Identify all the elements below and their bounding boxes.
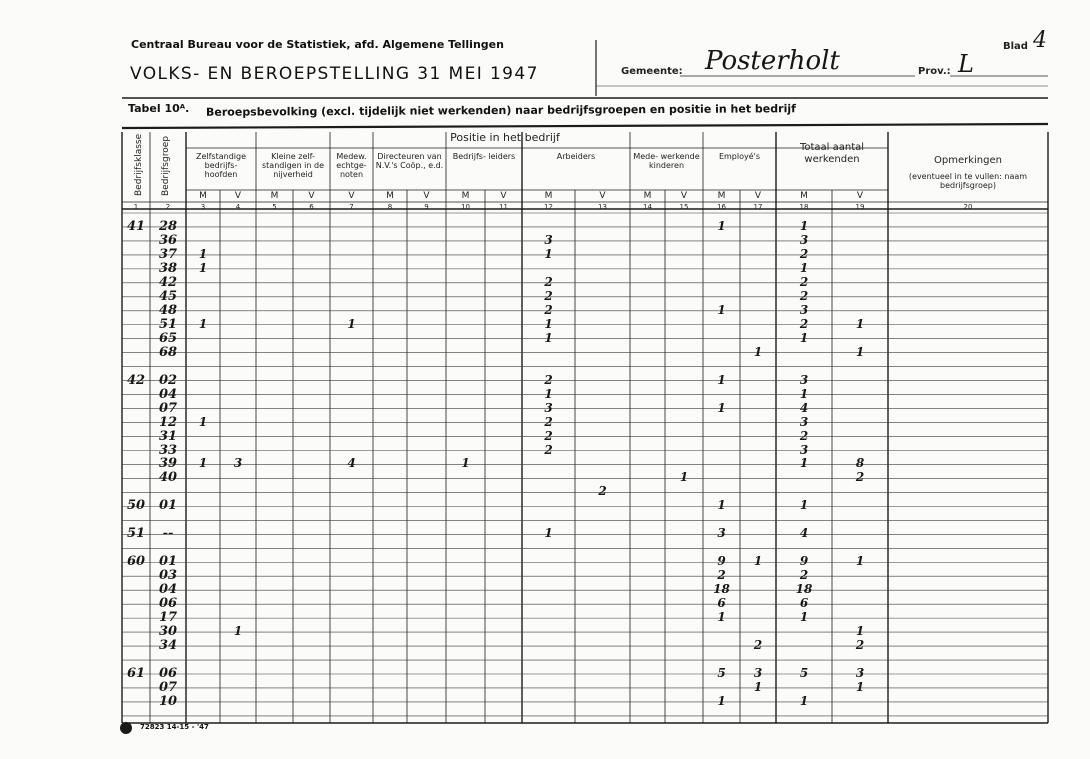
value-cell: 6: [799, 596, 809, 611]
value-cell: 1: [799, 456, 809, 471]
value-cell: 1: [799, 498, 809, 513]
value-cell: 1: [855, 344, 865, 359]
sub-header: V: [680, 191, 688, 201]
sub-header: M: [270, 191, 279, 201]
value-cell: 1: [544, 330, 553, 345]
organization-line: Centraal Bureau voor de Statistiek, afd. Algemene Tellingen: [131, 38, 504, 51]
value-cell: 4: [347, 456, 356, 471]
value-cell: 2: [544, 372, 553, 387]
sub-header: V: [348, 191, 355, 201]
column-number: 1: [133, 203, 139, 211]
sub-header: V: [754, 191, 762, 201]
column-number: 18: [799, 203, 809, 211]
value-cell: 2: [544, 442, 553, 457]
value-cell: 1: [198, 456, 208, 471]
form-title: VOLKS- EN BEROEPSTELLING 31 MEI 1947: [130, 64, 539, 84]
value-cell: 2: [799, 288, 809, 303]
groep-cell: 40: [158, 470, 178, 486]
value-cell: 1: [799, 219, 809, 233]
sub-header: M: [643, 191, 652, 201]
table-description: Beroepsbevolking (excl. tijdelijk niet werkenden) naar bedrijfsgroepen en positie in het bedrijf: [205, 102, 796, 119]
value-cell: 3: [799, 414, 809, 429]
sub-header: V: [308, 191, 315, 201]
value-cell: 2: [544, 428, 553, 443]
column-number: 13: [598, 203, 607, 211]
value-cell: 1: [544, 526, 553, 541]
value-cell: 3: [855, 666, 865, 681]
value-cell: 1: [855, 316, 865, 331]
groep-cell: 65: [158, 330, 178, 346]
sub-header: M: [800, 191, 808, 201]
value-cell: 2: [799, 246, 809, 261]
groep-cell: 17: [158, 610, 178, 626]
groep-cell: 06: [158, 666, 178, 682]
value-cell: 1: [753, 344, 763, 359]
groep-cell: 31: [158, 428, 178, 444]
bedrijfsgroep-header: Bedrijfsgroep: [161, 136, 171, 196]
groep-cell: 04: [158, 386, 178, 402]
value-cell: 2: [855, 470, 865, 485]
groep-cell: 68: [158, 344, 178, 360]
prov-value: L: [958, 50, 974, 78]
value-cell: 1: [461, 456, 470, 471]
value-cell: 1: [717, 610, 726, 625]
value-cell: 2: [799, 316, 809, 331]
value-cell: 1: [753, 680, 763, 694]
value-cell: 1: [717, 219, 726, 233]
value-cell: 1: [544, 246, 553, 261]
group-header: Medew. echtge- noten: [336, 152, 367, 179]
groep-cell: 01: [158, 554, 178, 570]
column-number: 10: [461, 203, 470, 211]
value-cell: 3: [799, 442, 809, 457]
column-number: 5: [272, 203, 277, 211]
value-cell: 1: [347, 316, 356, 331]
klasse-cell: 50: [126, 498, 146, 514]
column-number: 20: [963, 203, 973, 211]
groep-cell: 37: [158, 246, 178, 262]
sub-header: M: [544, 191, 553, 201]
groep-cell: 45: [158, 288, 178, 304]
value-cell: 3: [799, 232, 809, 247]
sub-header: M: [199, 191, 207, 201]
value-cell: 3: [544, 232, 553, 247]
group-header: Bedrijfs- leiders: [452, 152, 516, 161]
value-cell: 1: [717, 498, 726, 513]
value-cell: 2: [717, 568, 726, 583]
value-cell: 18: [795, 582, 813, 597]
group-header: Arbeiders: [556, 152, 596, 161]
gemeente-value: Posterholt: [705, 46, 840, 76]
group-header: Opmerkingen: [934, 155, 1002, 166]
group-header: Directeuren van N.V.'s Coöp., e.d.: [375, 152, 444, 170]
value-cell: 3: [753, 666, 763, 681]
sub-header: V: [234, 191, 242, 201]
groep-cell: 48: [158, 302, 178, 318]
sub-header: V: [856, 191, 864, 201]
value-cell: 2: [544, 302, 553, 317]
value-cell: 1: [799, 330, 809, 345]
value-cell: 9: [717, 554, 726, 569]
sub-header: M: [386, 191, 394, 201]
groep-cell: 01: [158, 498, 178, 514]
value-cell: 4: [799, 400, 809, 415]
value-cell: 2: [544, 414, 553, 429]
value-cell: 1: [855, 680, 865, 694]
groep-cell: 30: [158, 624, 178, 640]
column-number: 16: [717, 203, 726, 211]
groep-cell: 06: [158, 596, 178, 612]
positie-header: Positie in het bedrijf: [450, 131, 560, 144]
value-cell: 1: [198, 260, 208, 275]
groep-cell: 03: [158, 568, 178, 584]
blad-value: 4: [1033, 28, 1047, 53]
groep-cell: 34: [158, 638, 178, 654]
value-cell: 6: [717, 596, 726, 611]
value-cell: 1: [799, 610, 809, 625]
groep-cell: 36: [158, 232, 178, 248]
value-cell: 8: [855, 456, 865, 471]
value-cell: 1: [753, 554, 763, 569]
value-cell: 2: [799, 428, 809, 443]
value-cell: 1: [717, 302, 726, 317]
groep-cell: 38: [158, 260, 178, 276]
value-cell: 2: [799, 274, 809, 289]
value-cell: 1: [544, 316, 553, 331]
column-number: 2: [165, 203, 171, 211]
sub-header: V: [423, 191, 430, 201]
value-cell: 9: [799, 554, 809, 569]
groep-cell: 33: [158, 442, 178, 458]
column-number: 17: [753, 203, 763, 211]
column-number: 6: [309, 203, 314, 211]
groep-cell: 07: [158, 680, 178, 695]
value-cell: 1: [544, 386, 553, 401]
column-number: 8: [387, 203, 393, 211]
sub-header: V: [599, 191, 606, 201]
prov-label: Prov.:: [918, 66, 951, 77]
sub-header: V: [500, 191, 507, 201]
groep-cell: 28: [158, 219, 178, 234]
value-cell: 2: [598, 484, 607, 499]
column-number: 3: [200, 203, 206, 211]
value-cell: 3: [717, 526, 726, 541]
value-cell: 1: [799, 260, 809, 275]
groep-cell: 04: [158, 582, 178, 598]
value-cell: 1: [717, 372, 726, 387]
gemeente-label: Gemeente:: [621, 66, 683, 77]
column-number: 12: [544, 203, 553, 211]
value-cell: 3: [233, 456, 243, 471]
value-cell: 1: [855, 554, 865, 569]
value-cell: 2: [544, 274, 553, 289]
blad-label: Blad: [1003, 41, 1028, 52]
value-cell: 3: [799, 372, 809, 387]
column-number: 14: [643, 203, 652, 211]
value-cell: 2: [799, 568, 809, 583]
printer-seal-icon: [120, 722, 132, 734]
group-header: Totaal aantal werkenden: [799, 142, 865, 165]
group-header-note: (eventueel in te vullen: naam bedrijfsgroep): [908, 172, 1028, 190]
value-cell: 1: [717, 693, 726, 708]
value-cell: 4: [799, 526, 809, 541]
column-number: 19: [855, 203, 865, 211]
group-header: Employé's: [718, 152, 761, 161]
groep-cell: 51: [158, 316, 178, 332]
value-cell: 1: [799, 693, 809, 708]
column-number: 11: [499, 203, 508, 211]
value-cell: 2: [544, 288, 553, 303]
sub-header: M: [461, 191, 470, 201]
print-code: 72823 14-15 - '47: [140, 723, 209, 731]
column-number: 7: [349, 203, 354, 211]
value-cell: 2: [753, 638, 763, 653]
table-top-rule: [122, 124, 1048, 128]
bedrijfsklasse-header: Bedrijfsklasse: [134, 133, 144, 196]
value-cell: 1: [198, 316, 208, 331]
value-cell: 1: [799, 386, 809, 401]
value-cell: 3: [544, 400, 553, 415]
groep-cell: 42: [158, 274, 178, 290]
value-cell: 1: [233, 624, 243, 639]
value-cell: 3: [799, 302, 809, 317]
klasse-cell: 42: [126, 372, 146, 388]
klasse-cell: 61: [126, 666, 146, 682]
value-cell: 5: [799, 666, 809, 681]
group-header: Mede- werkende kinderen: [633, 152, 700, 170]
value-cell: 1: [855, 624, 865, 639]
value-cell: 5: [717, 666, 726, 681]
value-cell: 1: [198, 414, 208, 429]
groep-cell: 10: [158, 693, 178, 709]
table-number: Tabel 10ᴬ.: [128, 102, 190, 115]
value-cell: 18: [713, 582, 730, 597]
groep-cell: 07: [158, 400, 178, 416]
klasse-cell: 51: [126, 526, 146, 542]
column-number: 15: [679, 203, 689, 211]
group-header: Zelfstandige bedrijfs- hoofden: [195, 152, 247, 179]
groep-cell: 02: [158, 372, 178, 388]
klasse-cell: 41: [126, 219, 146, 234]
value-cell: 1: [198, 246, 208, 261]
value-cell: 1: [717, 400, 726, 415]
groep-cell: 39: [158, 456, 178, 472]
klasse-cell: 60: [126, 554, 146, 570]
group-header: Kleine zelf- standigen in de nijverheid: [261, 152, 325, 179]
column-number: 4: [235, 203, 241, 211]
groep-cell: 12: [158, 414, 178, 430]
column-number: 9: [424, 203, 429, 211]
value-cell: 2: [855, 638, 865, 653]
value-cell: 1: [679, 470, 689, 485]
groep-cell: --: [162, 526, 174, 542]
sub-header: M: [717, 191, 726, 201]
